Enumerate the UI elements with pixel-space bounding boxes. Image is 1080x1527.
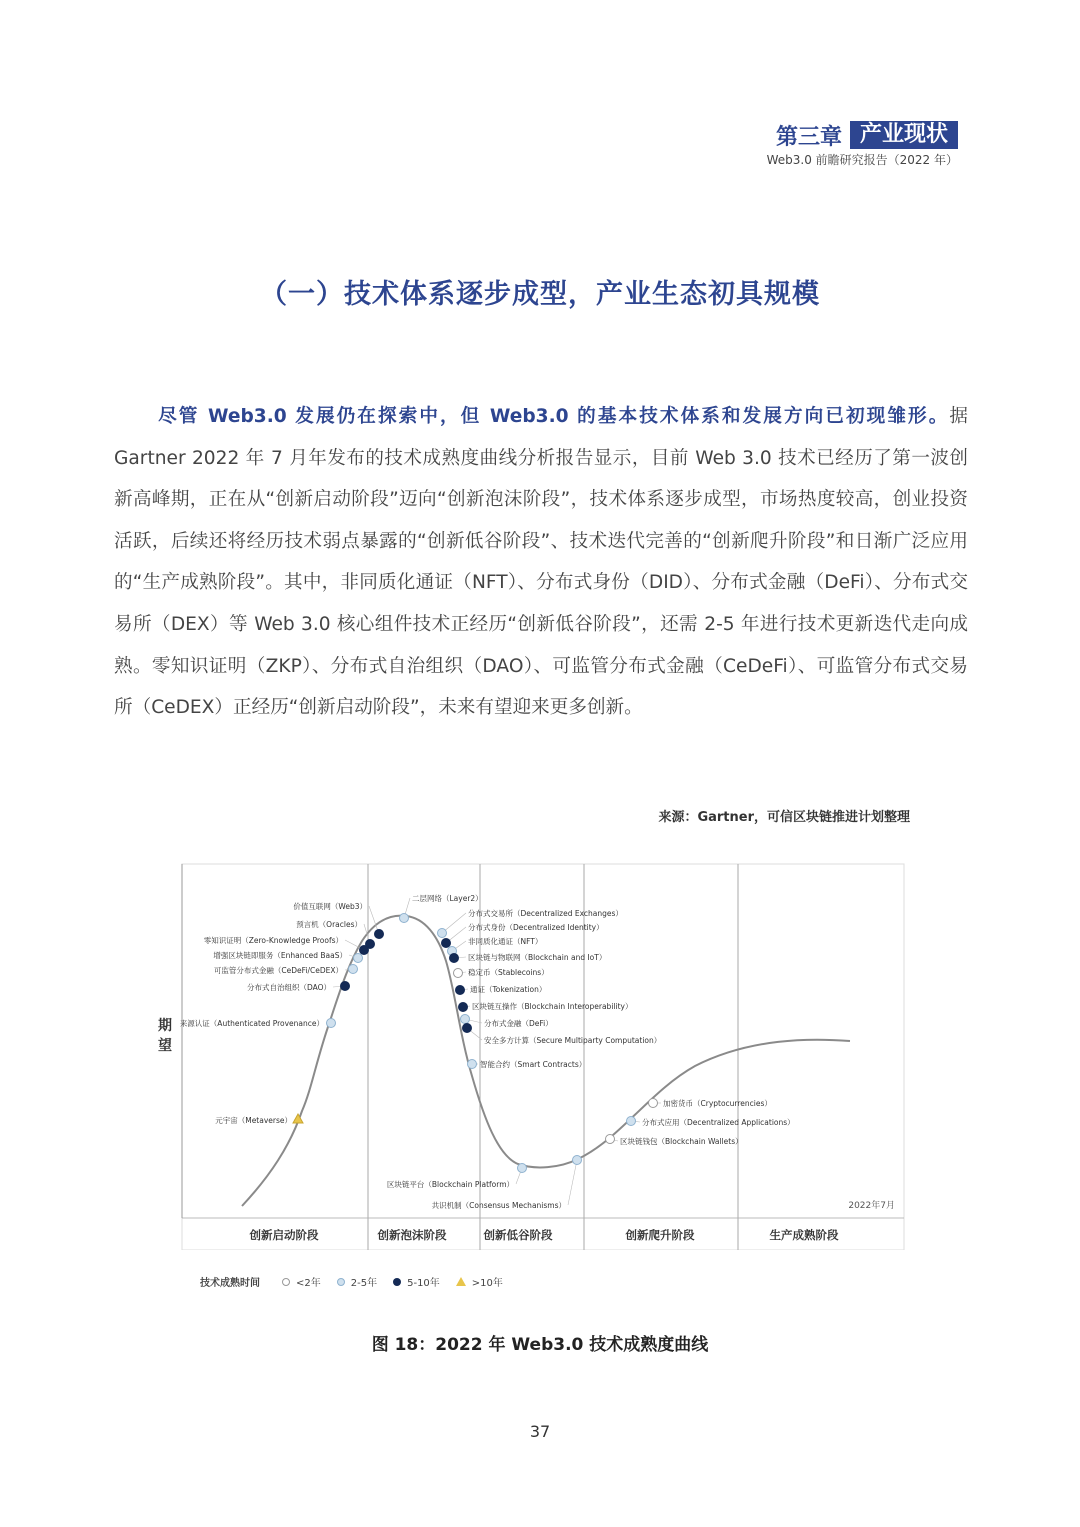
phase-label: 创新低谷阶段 <box>483 1228 553 1242</box>
technology-label: 区块链钱包（Blockchain Wallets） <box>620 1137 743 1146</box>
technology-label: 区块链平台（Blockchain Platform） <box>386 1180 514 1189</box>
legend-2to5-marker <box>337 1278 345 1286</box>
technology-marker <box>461 1015 470 1024</box>
legend-gt10-label: >10年 <box>471 1278 503 1289</box>
chapter-title: 产业现状 <box>850 121 958 149</box>
technology-label: 二层网络（Layer2） <box>412 894 483 903</box>
technology-marker <box>327 1019 336 1028</box>
technology-marker <box>366 940 375 949</box>
phase-label: 生产成熟阶段 <box>769 1228 839 1242</box>
hype-cycle-chart <box>150 856 910 1250</box>
technology-label: 可监管分布式金融（CeDeFi/CeDEX） <box>213 966 343 975</box>
technology-label: 分布式身份（Decentralized Identity） <box>468 923 604 932</box>
technology-label: 区块链互操作（Blockchain Interoperability） <box>472 1002 633 1011</box>
paragraph-body: 据 Gartner 2022 年 7 月年发布的技术成熟度曲线分析报告显示，目前 Web 3.0 技术已经历了第一波创新高峰期，正在从“创新启动阶段”迈向“创新泡沫阶段”，技术体系逐步成型，市场热度较高，创业投资活跃，后续还将经历技术弱点暴露的“创新低谷阶段”、技术迭代完善的“创新爬升阶段”和日渐广泛应用的“生产成熟阶段”。其中，非同质化通证（NFT）、分布式身份（DID）、分布式金融（DeFi）、分布式交易所（DEX）等 Web 3.0 核心组件技术正经历“创新低谷阶段”，还需 2-5 年进行技术更新迭代走向成熟。零知识证明（ZKP）、分布式自治组织（DAO）、可监管分布式金融（CeDeFi）、可监管分布式交易所（CeDEX）正经历“创新启动阶段”，未来有望迎来更多创新。 <box>114 406 968 719</box>
legend-title: 技术成熟时间 <box>200 1278 260 1289</box>
legend-lt2-marker <box>282 1278 290 1286</box>
phase-label: 创新爬升阶段 <box>625 1228 695 1242</box>
report-title: Web3.0 前瞻研究报告（2022 年） <box>766 153 958 167</box>
technology-label: 分布式金融（DeFi） <box>484 1019 553 1028</box>
figure-caption: 图 18：2022 年 Web3.0 技术成熟度曲线 <box>371 1335 709 1355</box>
technology-marker <box>375 930 384 939</box>
legend-5to10-marker <box>393 1278 401 1286</box>
technology-marker <box>627 1117 636 1126</box>
paragraph-lead: 尽管 Web3.0 发展仍在探索中，但 Web3.0 的基本技术体系和发展方向已初现雏形。 <box>156 406 950 427</box>
figure-source: 来源：Gartner，可信区块链推进计划整理 <box>658 810 910 825</box>
technology-label: 非同质化通证（NFT） <box>468 937 543 946</box>
chart-legend <box>200 1274 503 1289</box>
legend-gt10-marker <box>456 1277 466 1286</box>
technology-label: 增强区块链即服务（Enhanced BaaS） <box>213 951 347 960</box>
technology-marker <box>456 986 465 995</box>
technology-label: 稳定币（Stablecoins） <box>468 968 549 977</box>
y-axis-label: 期望 <box>158 1018 172 1054</box>
body-paragraph <box>114 396 968 729</box>
technology-marker <box>649 1099 658 1108</box>
technology-marker <box>518 1164 527 1173</box>
page-number: 37 <box>529 1422 551 1441</box>
section-title: （一）技术体系逐步成型，产业生态初具规模 <box>260 279 820 310</box>
technology-label: 共识机制（Consensus Mechanisms） <box>431 1201 566 1210</box>
technology-marker <box>454 969 463 978</box>
technology-label: 智能合约（Smart Contracts） <box>480 1060 587 1069</box>
technology-label: 预言机（Oracles） <box>296 920 362 929</box>
technology-marker <box>463 1024 472 1033</box>
technology-label: 零知识证明（Zero-Knowledge Proofs） <box>203 936 343 945</box>
technology-marker <box>438 929 447 938</box>
legend-lt2-label: <2年 <box>296 1278 321 1289</box>
legend-2to5-label: 2-5年 <box>350 1278 378 1289</box>
technology-label: 安全多方计算（Secure Multiparty Computation） <box>484 1036 662 1045</box>
technology-label: 分布式自治组织（DAO） <box>246 983 331 992</box>
technology-label: 加密货币（Cryptocurrencies） <box>663 1099 772 1108</box>
chapter-header <box>776 121 958 149</box>
chapter-number: 第三章 <box>775 124 842 150</box>
technology-label: 区块链与物联网（Blockchain and IoT） <box>468 953 607 962</box>
technology-label: 分布式应用（Decentralized Applications） <box>642 1118 795 1127</box>
technology-marker <box>468 1060 477 1069</box>
technology-marker <box>573 1156 582 1165</box>
phase-label: 创新启动阶段 <box>249 1228 319 1242</box>
technology-marker <box>450 954 459 963</box>
technology-marker <box>400 914 409 923</box>
technology-marker <box>341 982 350 991</box>
technology-label: 元宇宙（Metaverse） <box>215 1116 292 1125</box>
technology-marker <box>349 965 358 974</box>
technology-marker <box>459 1003 468 1012</box>
technology-marker <box>606 1135 615 1144</box>
legend-5to10-label: 5-10年 <box>407 1278 440 1289</box>
date-note: 2022年7月 <box>848 1201 895 1211</box>
technology-marker <box>442 939 451 948</box>
technology-label: 价值互联网（Web3） <box>293 902 367 911</box>
phase-label: 创新泡沫阶段 <box>377 1228 447 1242</box>
technology-label: 通证（Tokenization） <box>470 985 547 994</box>
technology-label: 来源认证（Authenticated Provenance） <box>179 1019 324 1028</box>
hype-cycle-figure <box>150 856 910 1250</box>
technology-label: 分布式交易所（Decentralized Exchanges） <box>468 909 623 918</box>
technology-marker <box>354 954 363 963</box>
